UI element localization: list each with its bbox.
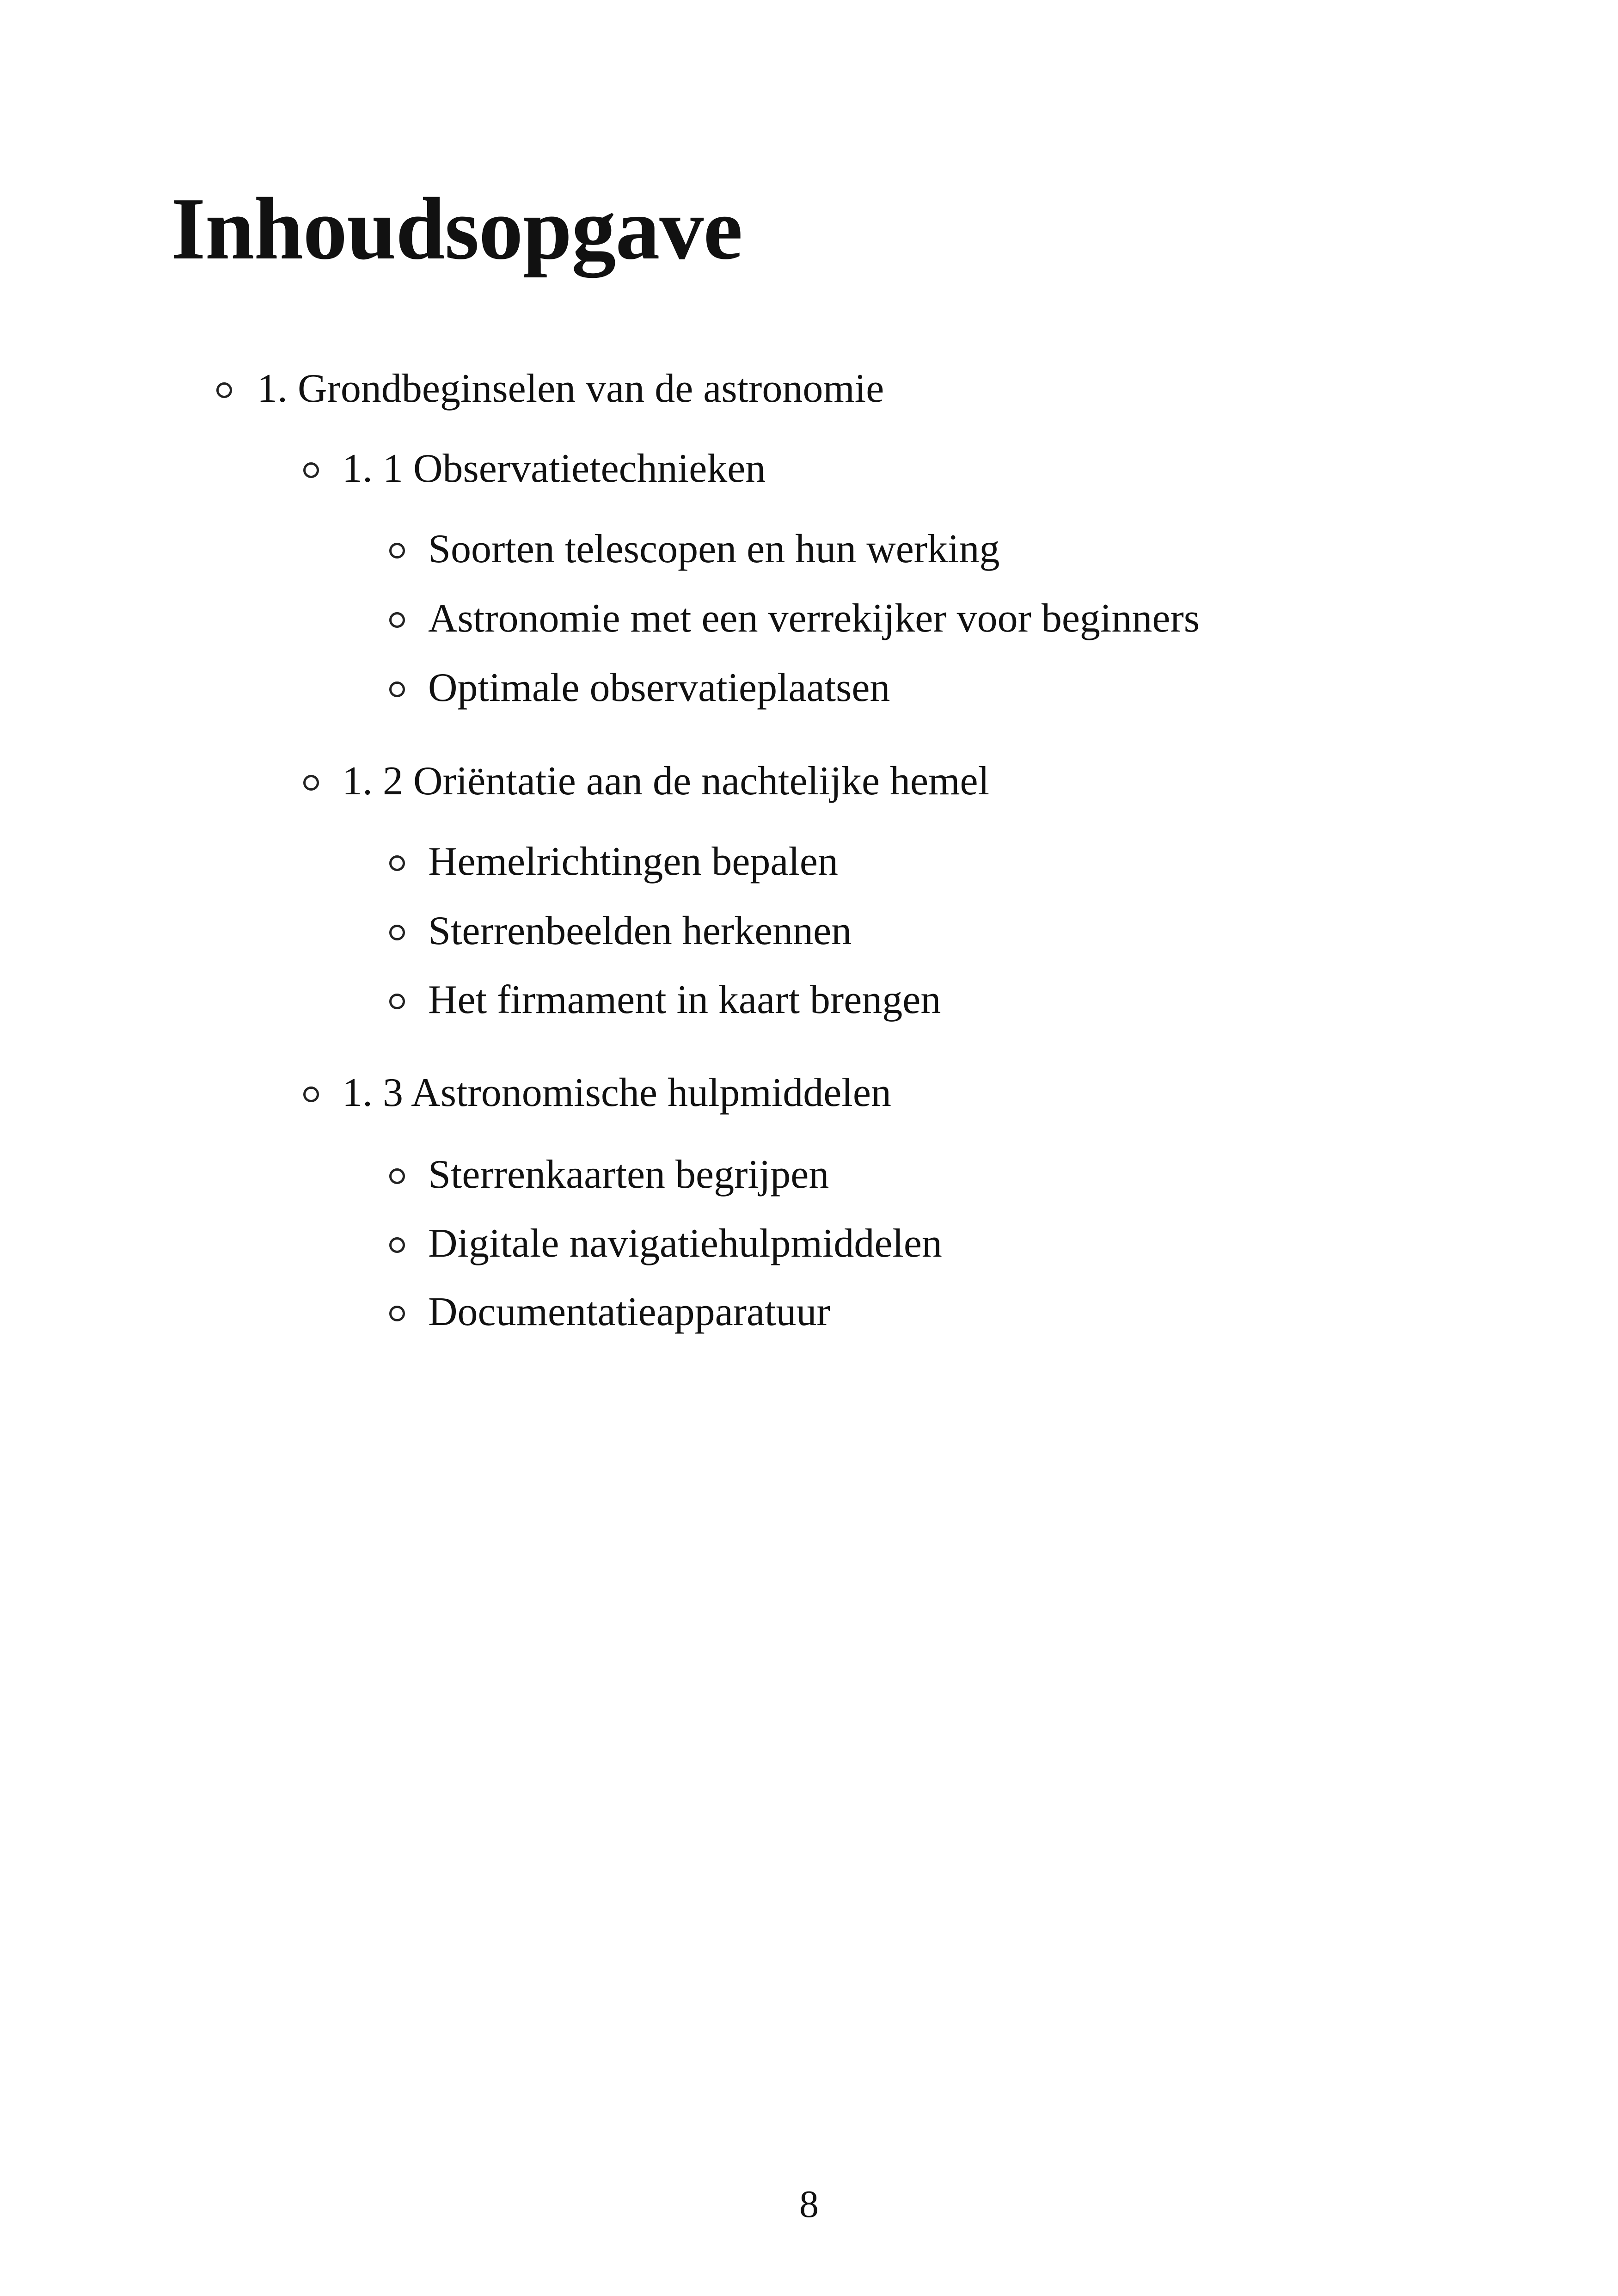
bullet-icon (389, 994, 405, 1009)
toc-item-constellations[interactable]: Sterrenbeelden herkennen (428, 909, 852, 953)
toc-item-star-charts[interactable]: Sterrenkaarten begrijpen (428, 1152, 829, 1197)
bullet-icon (389, 1237, 405, 1253)
toc-item-observation-sites[interactable]: Optimale observatieplaatsen (428, 665, 890, 710)
page-title: Inhoudsopgave (171, 179, 742, 278)
bullet-icon (389, 855, 405, 871)
bullet-icon (389, 1168, 405, 1184)
bullet-icon (216, 382, 232, 398)
bullet-icon (389, 1306, 405, 1321)
bullet-icon (389, 681, 405, 697)
toc-section-1-2[interactable]: 1. 2 Oriëntatie aan de nachtelijke hemel (342, 759, 990, 804)
bullet-icon (303, 1087, 319, 1102)
bullet-icon (303, 775, 319, 791)
toc-item-cardinal-directions[interactable]: Hemelrichtingen bepalen (428, 839, 838, 884)
toc-item-telescopes[interactable]: Soorten telescopen en hun werking (428, 527, 1000, 571)
bullet-icon (389, 543, 405, 559)
bullet-icon (389, 612, 405, 628)
toc-section-1-3[interactable]: 1. 3 Astronomische hulpmiddelen (342, 1070, 891, 1115)
toc-item-mapping-sky[interactable]: Het firmament in kaart brengen (428, 977, 941, 1022)
toc-section-1-1[interactable]: 1. 1 Observatietechnieken (342, 446, 766, 491)
toc-item-documentation-equipment[interactable]: Documentatieapparatuur (428, 1289, 830, 1334)
bullet-icon (389, 925, 405, 940)
page-number: 8 (799, 2183, 819, 2226)
toc-item-binoculars[interactable]: Astronomie met een verrekijker voor beginners (428, 596, 1200, 641)
bullet-icon (303, 462, 319, 478)
toc-chapter-1[interactable]: 1. Grondbeginselen van de astronomie (257, 366, 884, 411)
toc-item-digital-navigation[interactable]: Digitale navigatiehulpmiddelen (428, 1221, 942, 1266)
